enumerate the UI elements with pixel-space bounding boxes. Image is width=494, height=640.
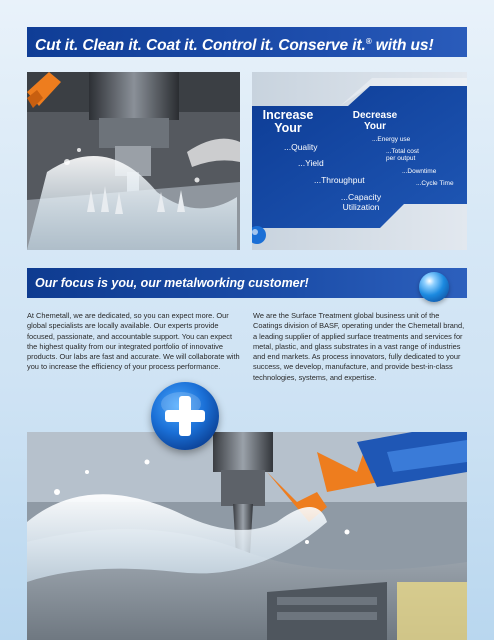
focus-banner — [27, 268, 467, 298]
increase-item-1: ...Quality — [284, 142, 318, 152]
decrease-item-2: ...Total cost per output — [386, 148, 419, 162]
increase-decrease-infographic — [252, 72, 467, 250]
milling-machine-illustration — [27, 72, 240, 250]
focus-title: Our focus is you, our metalworking customer! — [35, 276, 309, 290]
intro-paragraph-right: We are the Surface Treatment global business unit of the Coatings division of BASF, operating under the Chemetall brand, a leading supplier of applied surface treatments and services for metal, plastic, and glass substrates in a vast range of industries and end markets. As process innovators, fully dedicated to your success, we develop, manufacture, and provide best-in-class technologies, systems, and expertise. — [253, 311, 465, 382]
headline-suffix: with us! — [371, 37, 434, 55]
intro-paragraph-left: At Chemetall, we are dedicated, so you can expect more. Our global specialists are locally available. Our experts provide focused, passionate, and accountable support. You can expect the highest quality from our integrated portfolio of innovative products. Our labs are fast and accurate. We will collaborate with you to increase the efficiency of your process performance. — [27, 311, 240, 372]
increase-item-2: ...Yield — [298, 158, 324, 168]
increase-heading: Increase Your — [262, 108, 314, 135]
drilling-coolant-illustration — [27, 432, 467, 640]
headline-banner — [27, 27, 467, 57]
decrease-item-4: ...Cycle Time — [416, 180, 454, 187]
decrease-item-1: ...Energy use — [372, 136, 411, 143]
drilling-coolant-photo — [27, 432, 467, 640]
increase-item-3: ...Throughput — [314, 175, 365, 185]
milling-machine-photo — [27, 72, 240, 250]
decrease-item-3: ...Downtime — [402, 168, 437, 175]
plus-badge-icon — [151, 382, 219, 450]
decrease-heading: Decrease Your — [352, 110, 398, 132]
headline-text: Cut it. Clean it. Coat it. Control it. Conserve it. — [35, 37, 366, 55]
infographic-graphic — [252, 72, 467, 250]
plus-symbol — [151, 382, 219, 450]
registered-mark: ® — [365, 37, 372, 46]
blue-orb-icon — [419, 272, 449, 302]
increase-item-4: ...Capacity Utilization — [340, 192, 382, 212]
